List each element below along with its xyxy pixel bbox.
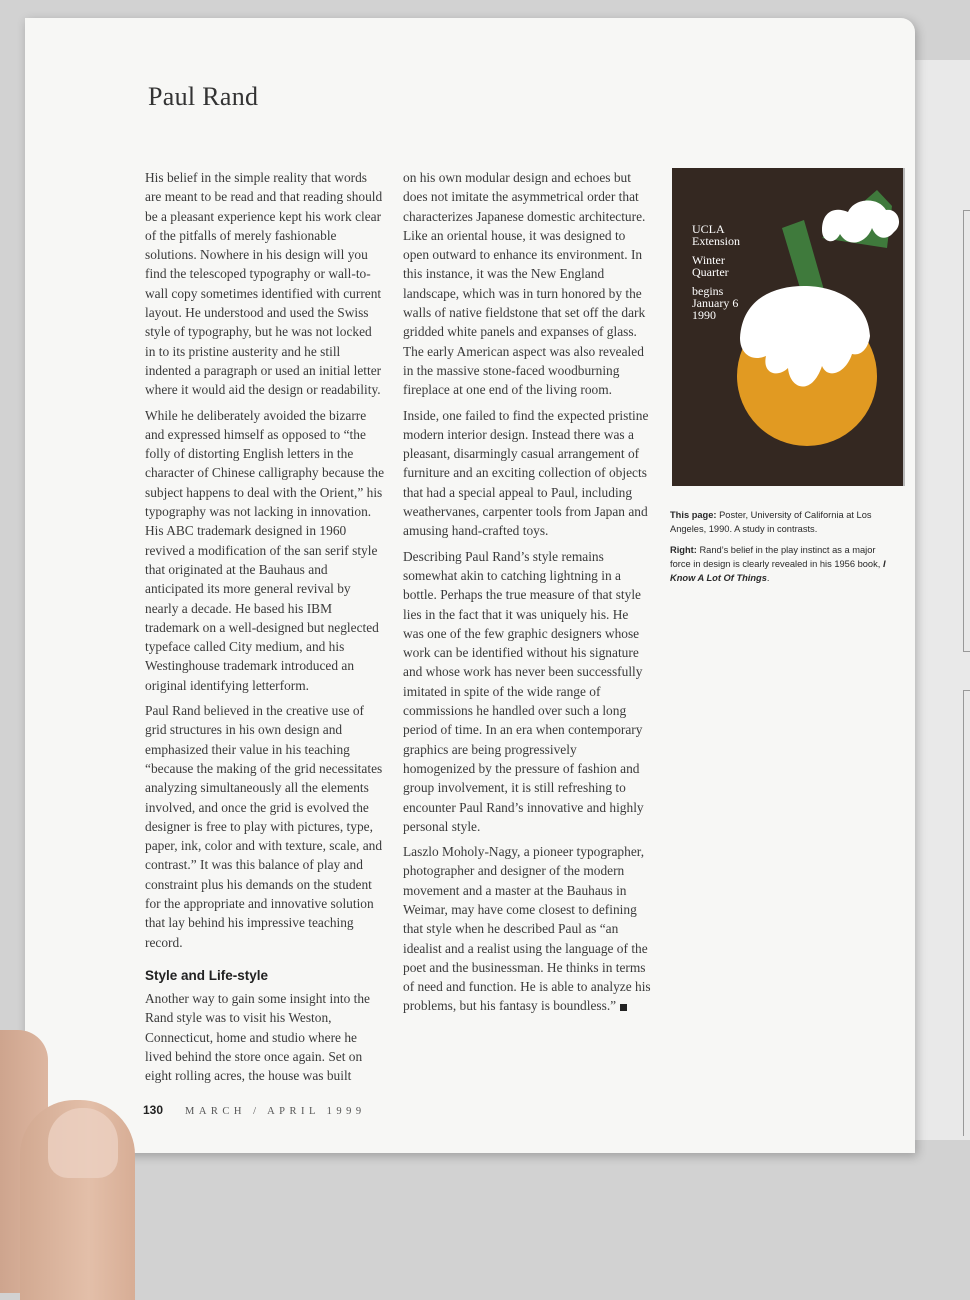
paragraph: Inside, one failed to find the expected pristine modern interior design. Instead there was a pleasant, disarmingly casual arrangement of furniture and an exciting collection of objects that had a special appeal to Paul, including weathervanes, carpenter tools from Japan and amusing hand-crafted toys. xyxy=(403,407,649,539)
fingernail-photo xyxy=(48,1108,118,1178)
paragraph-text: Laszlo Moholy-Nagy, a pioneer typographer, photographer and designer of the modern movement and a master at the Bauhaus in Weimar, may have come closest to defining that style when he described Paul as “an idealist and a realist using the language of the poet and the businessman. He thinks in terms of need and function. He is able to analyze his problems, but his fantasy is boundless.” xyxy=(403,844,651,1014)
caption-poster xyxy=(670,508,895,536)
poster-text: Quarter xyxy=(692,265,729,279)
next-page-rule xyxy=(963,690,970,1136)
ucla-poster-image xyxy=(672,168,905,486)
section-subhead: Style and Life-style xyxy=(145,967,269,983)
magazine-page xyxy=(25,18,915,1153)
poster-artwork xyxy=(672,168,903,486)
caption-text: Rand’s belief in the play instinct as a major force in design is clearly revealed in his 1956 book, xyxy=(670,545,881,569)
page-title: Paul Rand xyxy=(148,82,259,111)
poster-text: Winter xyxy=(692,253,725,267)
poster-text: UCLA xyxy=(692,222,725,236)
text-column-1 xyxy=(145,168,385,1092)
poster-text: Extension xyxy=(692,234,740,248)
paragraph: Paul Rand believed in the creative use of grid structures in his own design and emphasized their value in his teaching “because the making of the grid necessitates analyzing simultaneously all the elements involved, and once the grid is evolved the designer is free to play with pictures, type, paper, ink, color and with texture, scale, and contrast.” It was this balance of play and constraint plus his demands on the student for the appropriate and innovative solution that lay behind his impressive teaching record. xyxy=(145,703,383,950)
paragraph xyxy=(403,842,651,1016)
paragraph: Describing Paul Rand’s style remains somewhat akin to catching lightning in a bottle. Perhaps the true measure of that style lies in the fact that it was uniquely his. He was one of the few graphic designers whose work can be identified without his signature and whose work has never been successfully imitated in spite of the wide range of commissions he handled over such a long period of time. In an era when contemporary graphics are being progressively homogenized by the pressure of fashion and group involvement, it is still refreshing to encounter Paul Rand’s innovative and highly personal style. xyxy=(403,548,644,834)
caption-label: This page: xyxy=(670,510,717,520)
caption-end: . xyxy=(766,573,770,583)
issue-date: MARCH / APRIL 1999 xyxy=(185,1106,366,1117)
caption-book-title: I Know A Lot Of Things xyxy=(670,559,886,583)
poster-text: January 6 xyxy=(692,296,739,310)
next-page-rule xyxy=(963,210,970,652)
poster-text: 1990 xyxy=(692,308,716,322)
page-number: 130 xyxy=(143,1103,164,1117)
poster-text: begins xyxy=(692,284,724,298)
paragraph: Another way to gain some insight into the Rand style was to visit his Weston, Connecticut, home and studio where he lived behind the store once again. Set on eight rolling acres, the house was built xyxy=(145,991,371,1084)
text-column-2 xyxy=(403,168,651,1022)
caption-right xyxy=(670,543,895,585)
end-mark-icon xyxy=(620,1004,627,1011)
paragraph: His belief in the simple reality that words are meant to be read and that reading should be a pleasant experience kept his work clear of the pitfalls of merely fashionable solutions. Nowhere in his design will you find the telescoped typography or wall-to-wall copy sometimes identified with current layout. He understood and used the Swiss style of typography, but he was not locked in to its pristine austerity and he still indented a paragraph or used an initial letter where it would aid the design or readability. xyxy=(145,170,383,398)
paragraph: on his own modular design and echoes but does not imitate the asymmetrical order that characterizes Japanese domestic architecture. Like an oriental house, it was designed to open outward to enhance its environment. In this instance, it was the New England landscape, which was in turn honored by the walls of native fieldstone that set off the dark gridded white panels and expanses of glass. The early American aspect was also revealed in the massive stone-faced woodburning fireplace at one end of the living room. xyxy=(403,170,646,398)
paragraph: While he deliberately avoided the bizarre and expressed himself as opposed to “the folly of distorting English letters in the character of Chinese calligraphy because the subject happens to deal with the Orient,” his typography was not lacking in innovation. His ABC trademark designed in 1960 revived a modification of the san serif style that originated at the Bauhaus and anticipated its more general revival by nearly a decade. He based his IBM trademark on a well-designed but neglected typeface called City medium, and his Westinghouse trademark introduced an original identifying letterform. xyxy=(145,407,385,693)
caption-label: Right: xyxy=(670,545,697,555)
caption-text: Poster, University of California at Los Angeles, 1990. A study in contrasts. xyxy=(670,510,872,534)
